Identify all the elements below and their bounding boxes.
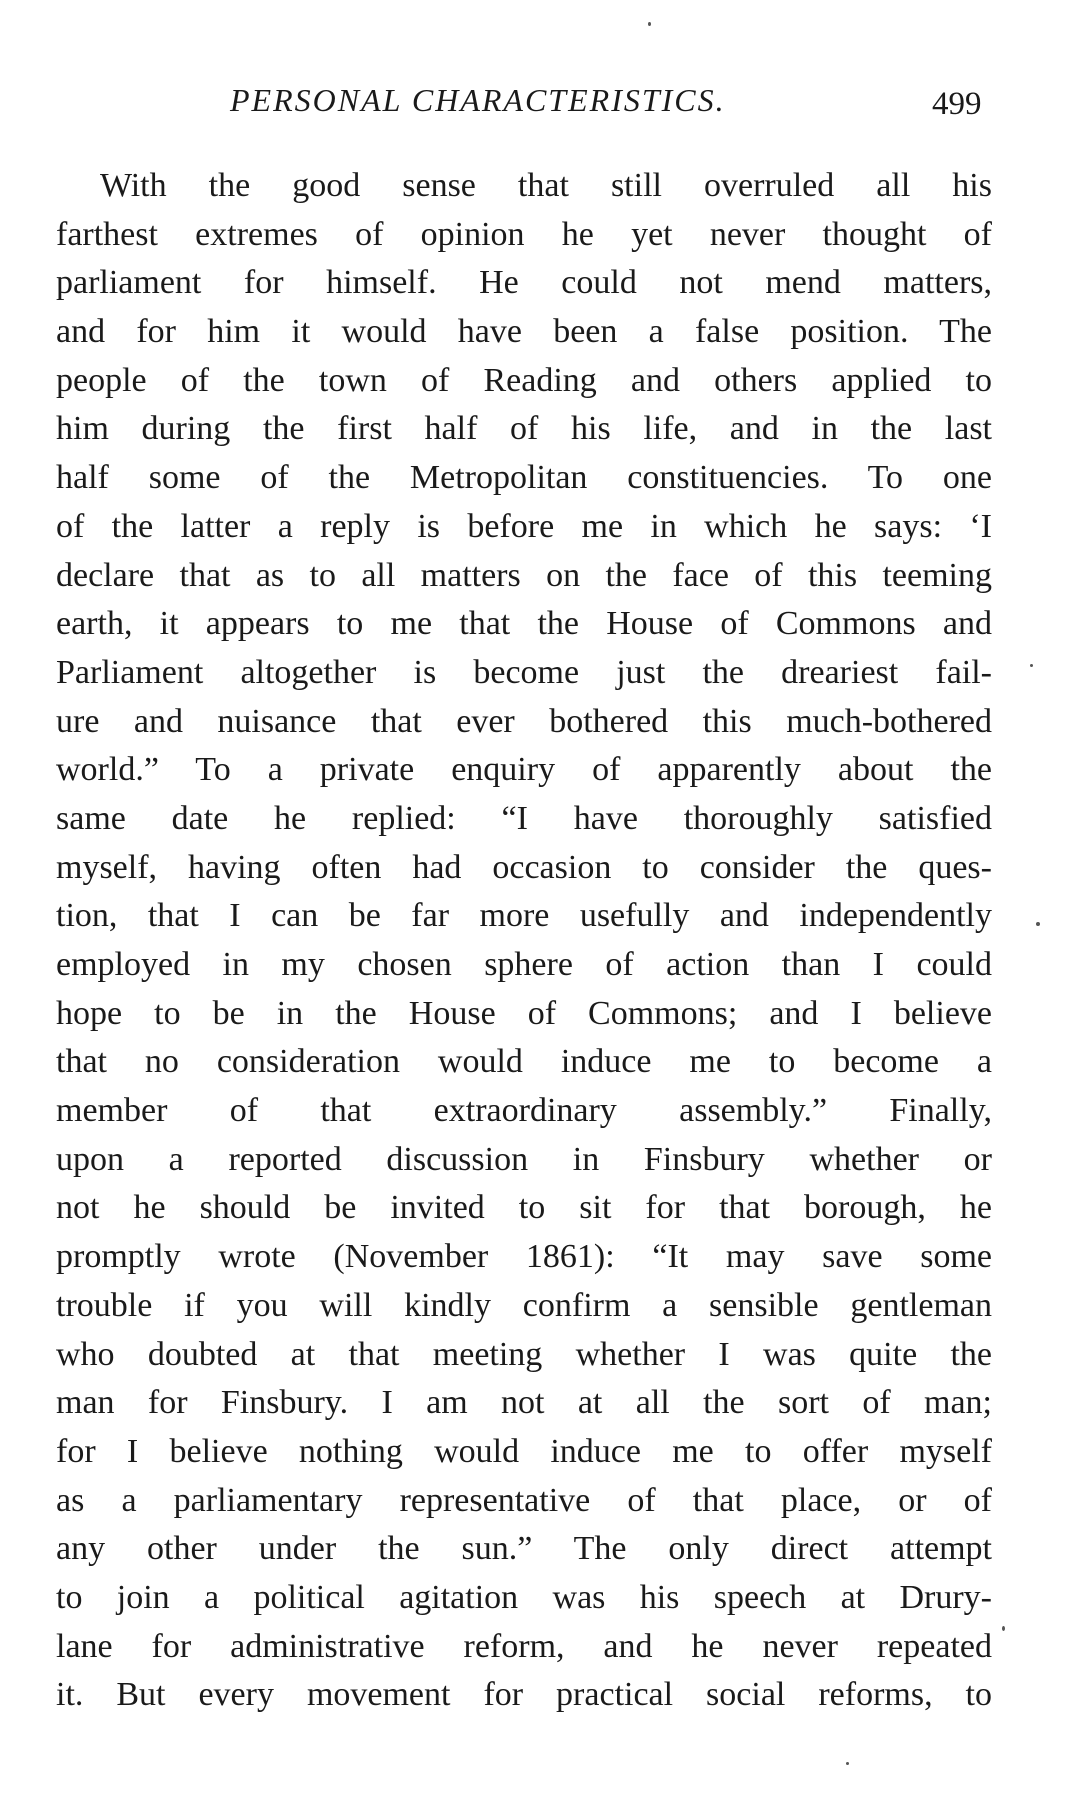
text-line: Parliament altogether is become just the dreariest fail- (56, 653, 992, 691)
text-line: it. But every movement for practical social reforms, to (56, 1676, 992, 1714)
scan-speck (1036, 922, 1040, 926)
text-line: upon a reported discussion in Finsbury whether or (56, 1140, 992, 1178)
text-line: world.” To a private enquiry of apparently about the (56, 751, 992, 789)
text-line: hope to be in the House of Commons; and I believe (56, 994, 992, 1032)
text-line: declare that as to all matters on the face of this teeming (56, 556, 992, 594)
text-line: trouble if you will kindly confirm a sensible gentleman (56, 1286, 992, 1324)
scan-speck (1002, 1626, 1005, 1631)
text-line: any other under the sun.” The only direct attempt (56, 1530, 992, 1568)
text-line: and for him it would have been a false position. The (56, 313, 992, 351)
text-line: With the good sense that still overruled all his (100, 167, 992, 204)
text-line: promptly wrote (November 1861): “It may save some (56, 1238, 992, 1276)
text-line: employed in my chosen sphere of action than I could (56, 946, 992, 983)
text-line: of the latter a reply is before me in which he says: ‘I (56, 507, 992, 545)
text-line: man for Finsbury. I am not at all the sort of man; (56, 1384, 992, 1422)
text-line: that no consideration would induce me to become a (56, 1043, 992, 1081)
text-line: myself, having often had occasion to consider the ques- (56, 848, 992, 886)
body-text (56, 162, 992, 1720)
text-line: half some of the Metropolitan constituencies. To one (56, 459, 992, 497)
text-line: earth, it appears to me that the House of Commons and (56, 605, 992, 643)
scan-speck (846, 1762, 849, 1765)
text-line: for I believe nothing would induce me to offer myself (56, 1432, 992, 1470)
text-line: him during the first half of his life, and in the last (56, 410, 992, 448)
text-line: member of that extraordinary assembly.” Finally, (56, 1092, 992, 1130)
scan-speck (1030, 664, 1033, 667)
text-line: as a parliamentary representative of that place, or of (56, 1481, 992, 1519)
text-line: not he should be invited to sit for that borough, he (56, 1189, 992, 1227)
text-line: ure and nuisance that ever bothered this much-bothered (56, 702, 992, 740)
text-line: lane for administrative reform, and he never repeated (56, 1627, 992, 1665)
page-number: 499 (932, 86, 982, 122)
running-head: PERSONAL CHARACTERISTICS. (230, 82, 726, 118)
text-line: same date he replied: “I have thoroughly satisfied (56, 799, 992, 837)
text-line: farthest extremes of opinion he yet never thought of (56, 215, 992, 253)
text-line: to join a political agitation was his speech at Drury- (56, 1578, 992, 1616)
text-line: parliament for himself. He could not mend matters, (56, 264, 992, 302)
scan-speck (648, 22, 651, 26)
text-line: tion, that I can be far more usefully and independently (56, 897, 992, 935)
text-line: people of the town of Reading and others applied to (56, 361, 992, 399)
text-line: who doubted at that meeting whether I was quite the (56, 1335, 992, 1373)
